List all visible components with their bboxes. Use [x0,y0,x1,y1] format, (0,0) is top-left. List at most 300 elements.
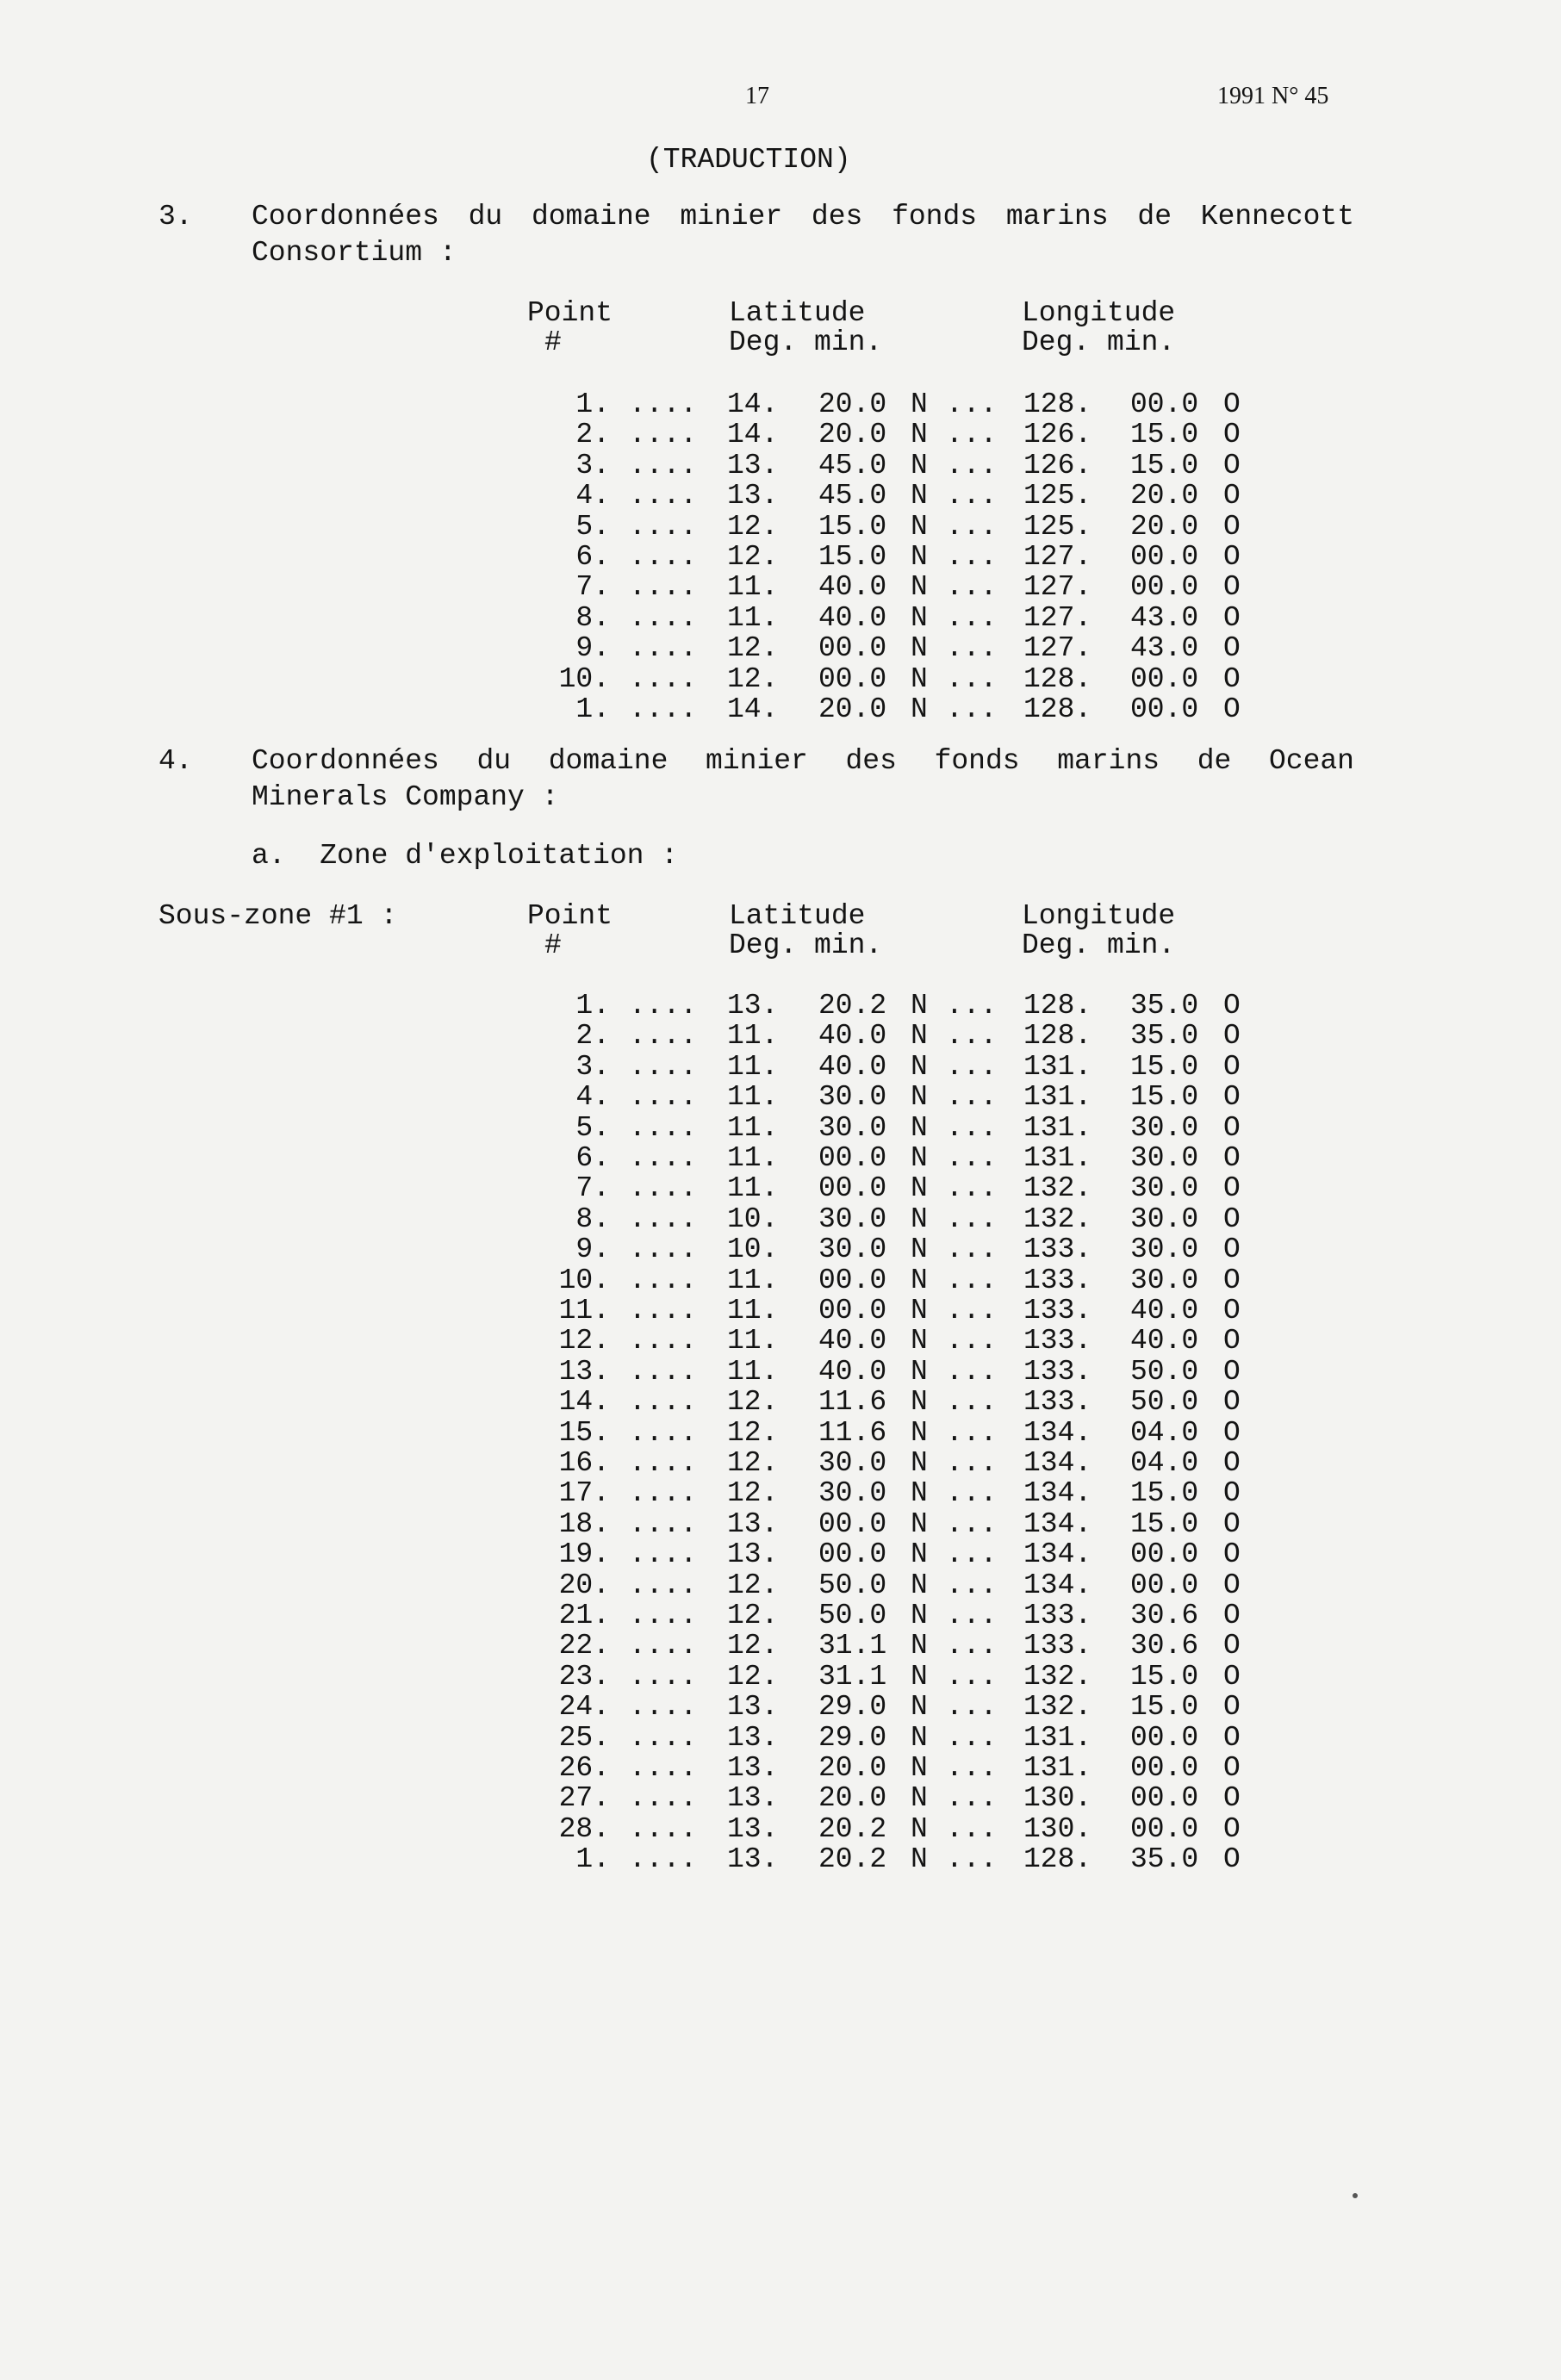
lon-degrees: 132. [1023,1660,1092,1693]
leader-dots: ... [946,388,998,420]
lon-degrees: 133. [1023,1233,1092,1266]
lat-degrees: 12. [727,1630,779,1662]
lon-degrees: 128. [1023,1843,1092,1876]
lat-minutes: 30.0 [818,1202,887,1235]
section4-lon-units: Deg. min. [1022,929,1176,961]
leader-dots: .... [629,1386,698,1419]
table-row [0,1204,1561,1234]
lon-degrees: 134. [1023,1416,1092,1449]
lon-hemisphere: O [1223,1600,1241,1631]
lat-degrees: 13. [727,1507,779,1540]
lat-degrees: 10. [727,1202,779,1235]
point-number: 2. [575,419,610,451]
lat-minutes: 00.0 [818,1295,887,1327]
page-number: 17 [745,83,769,109]
lat-degrees: 11. [727,601,779,634]
section4-number: 4. [159,745,193,777]
lon-degrees: 133. [1023,1325,1092,1358]
lat-hemisphere: N [911,1752,928,1784]
lat-hemisphere: N [911,601,928,634]
lat-hemisphere: N [911,1020,928,1053]
lat-minutes: 40.0 [818,1355,887,1388]
leader-dots: ... [946,1600,998,1631]
point-number: 12. [558,1325,610,1358]
lat-degrees: 12. [727,1447,779,1479]
lon-degrees: 128. [1023,388,1092,420]
leader-dots: ... [946,1752,998,1784]
lon-hemisphere: O [1223,571,1241,604]
leader-dots: ... [946,1202,998,1235]
issue-number: 1991 N° 45 [1217,83,1329,109]
lon-degrees: 134. [1023,1447,1092,1479]
table-row [0,1387,1561,1417]
lon-degrees: 134. [1023,1538,1092,1571]
lon-minutes: 43.0 [1130,601,1199,634]
table-row [0,1326,1561,1356]
lon-minutes: 15.0 [1130,419,1199,451]
point-number: 1. [575,693,610,725]
table-row [0,389,1561,419]
lat-minutes: 00.0 [818,1172,887,1205]
leader-dots: ... [946,449,998,482]
lon-hemisphere: O [1223,1264,1241,1296]
point-number: 1. [575,990,610,1022]
point-number: 26. [558,1752,610,1784]
lon-degrees: 133. [1023,1600,1092,1631]
leader-dots: ... [946,1447,998,1479]
leader-dots: ... [946,1142,998,1174]
lat-hemisphere: N [911,541,928,573]
section4-title: Coordonnées du domaine minier des fonds marins de Ocean [252,745,1354,777]
table-row [0,1478,1561,1508]
lon-degrees: 134. [1023,1507,1092,1540]
lat-minutes: 20.0 [818,388,887,420]
lat-minutes: 20.0 [818,419,887,451]
lon-minutes: 30.0 [1130,1202,1199,1235]
lat-hemisphere: N [911,1416,928,1449]
table-row [0,1723,1561,1753]
lon-minutes: 50.0 [1130,1355,1199,1388]
lon-degrees: 132. [1023,1172,1092,1205]
lon-minutes: 30.6 [1130,1630,1199,1662]
table-row [0,1692,1561,1722]
table-row [0,633,1561,663]
lat-degrees: 11. [727,1264,779,1296]
lon-hemisphere: O [1223,1355,1241,1388]
lon-degrees: 132. [1023,1691,1092,1724]
lon-hemisphere: O [1223,632,1241,665]
lat-degrees: 14. [727,693,779,725]
lon-degrees: 128. [1023,990,1092,1022]
lon-hemisphere: O [1223,601,1241,634]
lat-minutes: 45.0 [818,480,887,513]
point-number: 10. [558,1264,610,1296]
leader-dots: ... [946,1081,998,1114]
lon-minutes: 30.0 [1130,1172,1199,1205]
lat-hemisphere: N [911,1447,928,1479]
lat-minutes: 50.0 [818,1569,887,1601]
leader-dots: .... [629,662,698,695]
table-row [0,1082,1561,1112]
lon-minutes: 35.0 [1130,990,1199,1022]
lat-minutes: 15.0 [818,510,887,543]
lat-degrees: 14. [727,419,779,451]
lat-degrees: 11. [727,571,779,604]
lat-degrees: 12. [727,1660,779,1693]
lat-hemisphere: N [911,1843,928,1876]
section3-point-header: Point [527,297,613,329]
leader-dots: .... [629,388,698,420]
lon-minutes: 15.0 [1130,1691,1199,1724]
lat-minutes: 20.2 [818,1843,887,1876]
table-row [0,481,1561,511]
table-row [0,1143,1561,1173]
lat-hemisphere: N [911,662,928,695]
lat-minutes: 00.0 [818,632,887,665]
lon-hemisphere: O [1223,693,1241,725]
leader-dots: .... [629,1264,698,1296]
lon-hemisphere: O [1223,510,1241,543]
lon-minutes: 15.0 [1130,1507,1199,1540]
lat-hemisphere: N [911,1538,928,1571]
leader-dots: .... [629,1050,698,1083]
lon-minutes: 00.0 [1130,1812,1199,1845]
lat-minutes: 40.0 [818,601,887,634]
lon-degrees: 125. [1023,510,1092,543]
point-number: 24. [558,1691,610,1724]
lat-degrees: 11. [727,1111,779,1144]
point-number: 20. [558,1569,610,1601]
lat-degrees: 13. [727,449,779,482]
lon-degrees: 133. [1023,1295,1092,1327]
leader-dots: .... [629,1111,698,1144]
lon-minutes: 00.0 [1130,662,1199,695]
table-row [0,1844,1561,1874]
lon-hemisphere: O [1223,1843,1241,1876]
lon-minutes: 00.0 [1130,693,1199,725]
lon-degrees: 128. [1023,662,1092,695]
lat-hemisphere: N [911,1507,928,1540]
leader-dots: .... [629,1295,698,1327]
leader-dots: ... [946,1691,998,1724]
lat-hemisphere: N [911,1721,928,1754]
leader-dots: .... [629,1416,698,1449]
lon-hemisphere: O [1223,1142,1241,1174]
leader-dots: .... [629,510,698,543]
lat-minutes: 00.0 [818,1538,887,1571]
lon-minutes: 43.0 [1130,632,1199,665]
lon-minutes: 40.0 [1130,1295,1199,1327]
lon-hemisphere: O [1223,1020,1241,1053]
section3-lon-units: Deg. min. [1022,326,1176,358]
lon-hemisphere: O [1223,1812,1241,1845]
lon-degrees: 131. [1023,1050,1092,1083]
lon-degrees: 131. [1023,1142,1092,1174]
leader-dots: ... [946,1812,998,1845]
lat-minutes: 20.0 [818,1752,887,1784]
leader-dots: .... [629,1843,698,1876]
point-number: 8. [575,601,610,634]
lon-hemisphere: O [1223,1752,1241,1784]
lat-hemisphere: N [911,1600,928,1631]
point-number: 3. [575,449,610,482]
lon-minutes: 15.0 [1130,1660,1199,1693]
lat-hemisphere: N [911,1386,928,1419]
leader-dots: .... [629,1020,698,1053]
table-row [0,603,1561,633]
lon-degrees: 126. [1023,419,1092,451]
lat-minutes: 40.0 [818,571,887,604]
lon-minutes: 15.0 [1130,1081,1199,1114]
lon-degrees: 133. [1023,1355,1092,1388]
leader-dots: .... [629,601,698,634]
section3-latitude-header: Latitude [729,297,866,329]
lat-minutes: 11.6 [818,1386,887,1419]
lat-minutes: 00.0 [818,1142,887,1174]
lon-minutes: 50.0 [1130,1386,1199,1419]
lon-minutes: 00.0 [1130,1782,1199,1815]
lon-minutes: 15.0 [1130,449,1199,482]
lat-degrees: 11. [727,1081,779,1114]
lat-hemisphere: N [911,1142,928,1174]
leader-dots: .... [629,1538,698,1571]
lon-degrees: 125. [1023,480,1092,513]
lon-degrees: 130. [1023,1812,1092,1845]
lat-minutes: 30.0 [818,1111,887,1144]
lon-hemisphere: O [1223,1325,1241,1358]
lat-degrees: 13. [727,1782,779,1815]
table-row [0,1539,1561,1569]
lon-minutes: 00.0 [1130,1569,1199,1601]
lat-hemisphere: N [911,1111,928,1144]
lon-degrees: 134. [1023,1477,1092,1510]
lat-minutes: 29.0 [818,1721,887,1754]
leader-dots: .... [629,1782,698,1815]
table-row [0,1021,1561,1051]
leader-dots: .... [629,1600,698,1631]
lat-minutes: 30.0 [818,1447,887,1479]
leader-dots: ... [946,1538,998,1571]
lon-degrees: 131. [1023,1752,1092,1784]
lat-degrees: 12. [727,510,779,543]
table-row [0,1265,1561,1296]
section4-title-cont: Minerals Company : [252,781,559,813]
lon-degrees: 127. [1023,541,1092,573]
lat-degrees: 13. [727,1843,779,1876]
lat-hemisphere: N [911,1050,928,1083]
lat-hemisphere: N [911,632,928,665]
lat-degrees: 12. [727,1569,779,1601]
lat-degrees: 12. [727,1416,779,1449]
section3-lat-units: Deg. min. [729,326,883,358]
section3-hash-header: # [544,326,562,358]
leader-dots: .... [629,1812,698,1845]
leader-dots: ... [946,1782,998,1815]
point-number: 11. [558,1295,610,1327]
lat-hemisphere: N [911,1081,928,1114]
section4-latitude-header: Latitude [729,900,866,932]
leader-dots: ... [946,662,998,695]
lon-minutes: 35.0 [1130,1020,1199,1053]
table-row [0,451,1561,481]
table-row [0,694,1561,724]
lat-degrees: 11. [727,1020,779,1053]
table-row [0,1600,1561,1631]
point-number: 5. [575,510,610,543]
lat-hemisphere: N [911,1630,928,1662]
leader-dots: ... [946,1172,998,1205]
lon-hemisphere: O [1223,990,1241,1022]
point-number: 27. [558,1782,610,1815]
point-number: 1. [575,388,610,420]
lon-hemisphere: O [1223,1050,1241,1083]
leader-dots: ... [946,571,998,604]
lat-minutes: 00.0 [818,662,887,695]
lon-minutes: 04.0 [1130,1416,1199,1449]
table-row [0,419,1561,450]
lat-minutes: 30.0 [818,1477,887,1510]
lon-degrees: 127. [1023,601,1092,634]
lon-hemisphere: O [1223,1691,1241,1724]
leader-dots: ... [946,693,998,725]
lat-minutes: 40.0 [818,1325,887,1358]
section3-title: Coordonnées du domaine minier des fonds marins de Kennecott [252,201,1354,233]
section3-number: 3. [159,201,193,233]
lon-minutes: 30.0 [1130,1264,1199,1296]
lon-degrees: 127. [1023,632,1092,665]
lat-minutes: 31.1 [818,1660,887,1693]
leader-dots: ... [946,1416,998,1449]
leader-dots: ... [946,1295,998,1327]
lon-degrees: 131. [1023,1111,1092,1144]
leader-dots: .... [629,1233,698,1266]
lat-degrees: 13. [727,1538,779,1571]
leader-dots: .... [629,1630,698,1662]
lat-degrees: 12. [727,1477,779,1510]
lat-hemisphere: N [911,693,928,725]
table-row [0,1234,1561,1265]
lat-degrees: 11. [727,1295,779,1327]
table-row [0,512,1561,542]
point-number: 8. [575,1202,610,1235]
leader-dots: ... [946,1477,998,1510]
lon-hemisphere: O [1223,1477,1241,1510]
leader-dots: ... [946,632,998,665]
section3-title-cont: Consortium : [252,237,457,269]
section4-point-header: Point [527,900,613,932]
scan-speck [1353,2193,1358,2198]
lon-degrees: 128. [1023,1020,1092,1053]
leader-dots: .... [629,1752,698,1784]
leader-dots: .... [629,1691,698,1724]
lon-minutes: 00.0 [1130,388,1199,420]
table-row [0,1357,1561,1387]
leader-dots: .... [629,1355,698,1388]
section4-longitude-header: Longitude [1022,900,1176,932]
lon-minutes: 30.6 [1130,1600,1199,1631]
lon-minutes: 00.0 [1130,1752,1199,1784]
point-number: 25. [558,1721,610,1754]
point-number: 9. [575,1233,610,1266]
point-number: 3. [575,1050,610,1083]
lon-minutes: 30.0 [1130,1233,1199,1266]
leader-dots: ... [946,419,998,451]
lat-degrees: 13. [727,1721,779,1754]
lon-minutes: 00.0 [1130,541,1199,573]
section3-longitude-header: Longitude [1022,297,1176,329]
leader-dots: ... [946,1020,998,1053]
lat-degrees: 11. [727,1050,779,1083]
table-row [0,1418,1561,1448]
lat-hemisphere: N [911,990,928,1022]
lon-hemisphere: O [1223,480,1241,513]
point-number: 9. [575,632,610,665]
lat-hemisphere: N [911,1569,928,1601]
lon-degrees: 132. [1023,1202,1092,1235]
lat-degrees: 13. [727,990,779,1022]
point-number: 21. [558,1600,610,1631]
table-row [0,991,1561,1021]
point-number: 16. [558,1447,610,1479]
lon-hemisphere: O [1223,662,1241,695]
point-number: 1. [575,1843,610,1876]
leader-dots: ... [946,1386,998,1419]
lon-hemisphere: O [1223,1538,1241,1571]
lon-hemisphere: O [1223,1386,1241,1419]
point-number: 15. [558,1416,610,1449]
lat-hemisphere: N [911,1782,928,1815]
point-number: 28. [558,1812,610,1845]
lon-hemisphere: O [1223,1721,1241,1754]
leader-dots: ... [946,990,998,1022]
table-row [0,1570,1561,1600]
leader-dots: .... [629,1660,698,1693]
leader-dots: ... [946,1264,998,1296]
leader-dots: ... [946,1843,998,1876]
lat-hemisphere: N [911,1355,928,1388]
leader-dots: ... [946,1721,998,1754]
lat-hemisphere: N [911,1812,928,1845]
point-number: 4. [575,480,610,513]
lon-degrees: 130. [1023,1782,1092,1815]
lon-hemisphere: O [1223,1111,1241,1144]
leader-dots: ... [946,1233,998,1266]
lat-minutes: 30.0 [818,1081,887,1114]
table-row [0,542,1561,572]
lat-degrees: 11. [727,1325,779,1358]
table-row [0,1113,1561,1143]
lat-degrees: 13. [727,480,779,513]
table-row [0,1173,1561,1203]
leader-dots: .... [629,480,698,513]
lat-minutes: 15.0 [818,541,887,573]
table-row [0,1448,1561,1478]
traduction-label: (TRADUCTION) [646,144,851,176]
lat-minutes: 45.0 [818,449,887,482]
lon-hemisphere: O [1223,1416,1241,1449]
leader-dots: .... [629,1507,698,1540]
lon-minutes: 30.0 [1130,1142,1199,1174]
point-number: 19. [558,1538,610,1571]
lon-hemisphere: O [1223,449,1241,482]
lat-minutes: 11.6 [818,1416,887,1449]
lat-minutes: 50.0 [818,1600,887,1631]
table-row [0,572,1561,602]
leader-dots: ... [946,1569,998,1601]
section4-hash-header: # [544,929,562,961]
lon-hemisphere: O [1223,1295,1241,1327]
lat-minutes: 31.1 [818,1630,887,1662]
